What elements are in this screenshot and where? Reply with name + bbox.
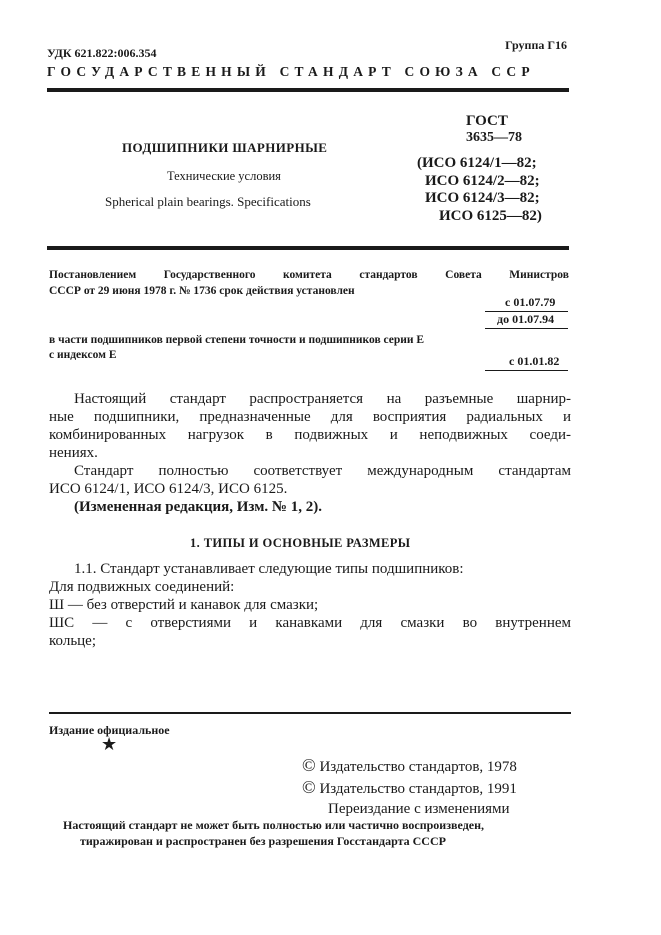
date-rule [485, 370, 568, 371]
section-1-1 [49, 560, 571, 650]
paragraph-compliance [49, 462, 571, 498]
amendment-note: (Измененная редакция, Изм. № 1, 2). [74, 499, 323, 515]
text-line: комбинированных нагрузок в подвижных и неподвижных соеди- [49, 427, 571, 443]
english-title: Spherical plain bearings. Specifications [105, 194, 311, 209]
iso-references [417, 155, 567, 225]
date-part: с 01.01.82 [509, 354, 560, 368]
header-rule [47, 88, 569, 92]
text-line: Для подвижных соединений: [49, 579, 235, 595]
text-line: ШС — с отверстиями и канавками для смазки во внутреннем [49, 615, 571, 631]
date-rule [485, 328, 568, 329]
udk-code: УДК 621.822:006.354 [47, 46, 157, 60]
notice-line: Настоящий стандарт не может быть полностью или частично воспроизведен, [63, 818, 485, 832]
iso-line: (ИСО 6124/1—82; [417, 155, 537, 171]
section-title: 1. ТИПЫ И ОСНОВНЫЕ РАЗМЕРЫ [190, 536, 411, 550]
copyright-icon: © [302, 777, 316, 797]
iso-line: ИСО 6125—82) [439, 207, 542, 224]
copyright-text: Издательство стандартов, 1991 [319, 781, 517, 797]
gost-number: 3635—78 [466, 130, 522, 145]
text-line: ИСО 6124/1, ИСО 6124/3, ИСО 6125. [49, 481, 288, 497]
decree-line: СССР от 29 июня 1978 г. № 1736 срок действия установлен [49, 285, 355, 297]
official-edition: Издание официальное [49, 723, 170, 737]
decree-part-line: в части подшипников первой степени точности и подшипников серии Е [49, 334, 425, 346]
copyright-line [302, 777, 517, 798]
copyright-text: Издательство стандартов, 1978 [319, 759, 517, 775]
copyright-line [302, 755, 517, 776]
date-to: до 01.07.94 [497, 312, 555, 326]
state-standard-heading: ГОСУДАРСТВЕННЫЙ СТАНДАРТ СОЮЗА ССР [47, 64, 535, 79]
decree-part-line: с индексом Е [49, 349, 117, 361]
page-title: ПОДШИПНИКИ ШАРНИРНЫЕ [122, 140, 328, 155]
group-label: Группа Г16 [505, 38, 567, 52]
iso-line: ИСО 6124/3—82; [425, 190, 540, 206]
decree-line: Постановлением Государственного комитета стандартов Совета Министров [49, 269, 569, 281]
gost-label: ГОСТ [466, 113, 508, 129]
text-line: 1.1. Стандарт устанавливает следующие типы подшипников: [74, 561, 464, 577]
date-from: с 01.07.79 [505, 295, 556, 309]
text-line: Настоящий стандарт распространяется на разъемные шарнир- [74, 391, 571, 407]
text-line: Ш — без отверстий и канавок для смазки; [49, 597, 319, 613]
iso-line: ИСО 6124/2—82; [425, 172, 540, 189]
text-line: кольце; [49, 633, 97, 649]
star-icon: ★ [101, 734, 118, 754]
copyright-icon: © [302, 755, 316, 775]
notice-line: тиражирован и распространен без разрешения Госстандарта СССР [80, 834, 446, 848]
text-line: ные подшипники, предназначенные для восприятия радиальных и [49, 409, 571, 425]
page-subtitle: Технические условия [167, 169, 281, 183]
text-line: нениях. [49, 445, 98, 461]
text-line: Стандарт полностью соответствует международным стандартам [74, 463, 571, 479]
reprint-note: Переиздание с изменениями [328, 801, 510, 817]
footer-rule [49, 712, 571, 714]
paragraph-scope [49, 390, 571, 462]
title-rule [47, 246, 569, 250]
